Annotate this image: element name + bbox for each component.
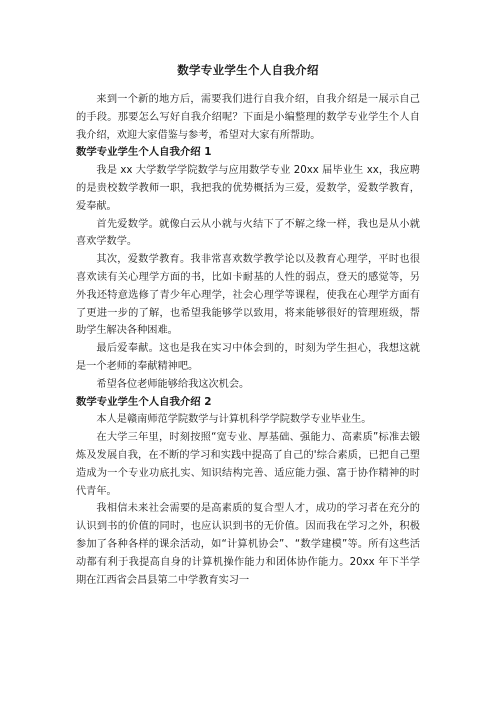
section-1-paragraph: 我是 xx 大学数学学院数学与应用数学专业 20xx 届毕业生 xx，我应聘的是贵校数学教师一职，我把我的优势概括为三爱，爱数学，爱数学教育，爱奉献。 bbox=[76, 165, 420, 212]
section-1-paragraph: 首先爱数学。就像白云从小就与火结下了不解之缘一样，我也是从小就喜欢学数学。 bbox=[76, 218, 420, 248]
section-2-paragraph: 本人是赣南师范学院数学与计算机科学学院数学专业毕业生。 bbox=[96, 414, 372, 426]
intro-paragraph: 来到一个新的地方后，需要我们进行自我介绍，自我介绍是一展示自己的手段。那要怎么写好自我介绍呢？下面是小编整理的数学专业学生个人自我介绍，欢迎大家借鉴与参考，希望对大家有所帮助。 bbox=[76, 94, 420, 141]
section-2-heading: 数学专业学生个人自我介绍 2 bbox=[76, 395, 212, 408]
section-1-paragraph: 希望各位老师能够给我这次机会。 bbox=[96, 378, 250, 390]
section-2-paragraph: 在大学三年里，时刻按照“宽专业、厚基础、强能力、高素质”标准去锻炼及发展自我，在不断的学习和实践中提高了自己的'综合素质，已把自己塑造成为一个专业功底扎实、知识结构完善、适应能力强、富于协作精神的时代青年。 bbox=[76, 432, 420, 497]
document-title: 数学专业学生个人自我介绍 bbox=[177, 63, 319, 77]
section-1-paragraph: 最后爱奉献。这也是我在实习中体会到的，时刻为学生担心，我想这就是一个老师的奉献精神吧。 bbox=[76, 343, 420, 372]
section-1-heading: 数学专业学生个人自我介绍 1 bbox=[76, 146, 212, 159]
section-2-paragraph: 我相信未来社会需要的是高素质的复合型人才，成功的学习者在充分的认识到书的价值的同时，也应认识到书的无价值。因而我在学习之外，积极参加了各种各样的课余活动，如“计算机协会”、“数学建模”等。所有这些活动都有利于我提高自身的计算机操作能力和团体协作能力。20xx 年下半学期在江西省会昌县第二中学教育实习一 bbox=[76, 503, 420, 586]
section-1-paragraph: 其次，爱数学教育。我非常喜欢数学教学论以及教育心理学，平时也很喜欢读有关心理学方面的书，比如卡耐基的人性的弱点，登天的感觉等，另外我还特意选修了青少年心理学，社会心理学等课程，使我在心理学方面有了更进一步的了解，也希望我能够学以致用，将来能够很好的管理班级，帮助学生解决各种困难。 bbox=[76, 254, 420, 337]
